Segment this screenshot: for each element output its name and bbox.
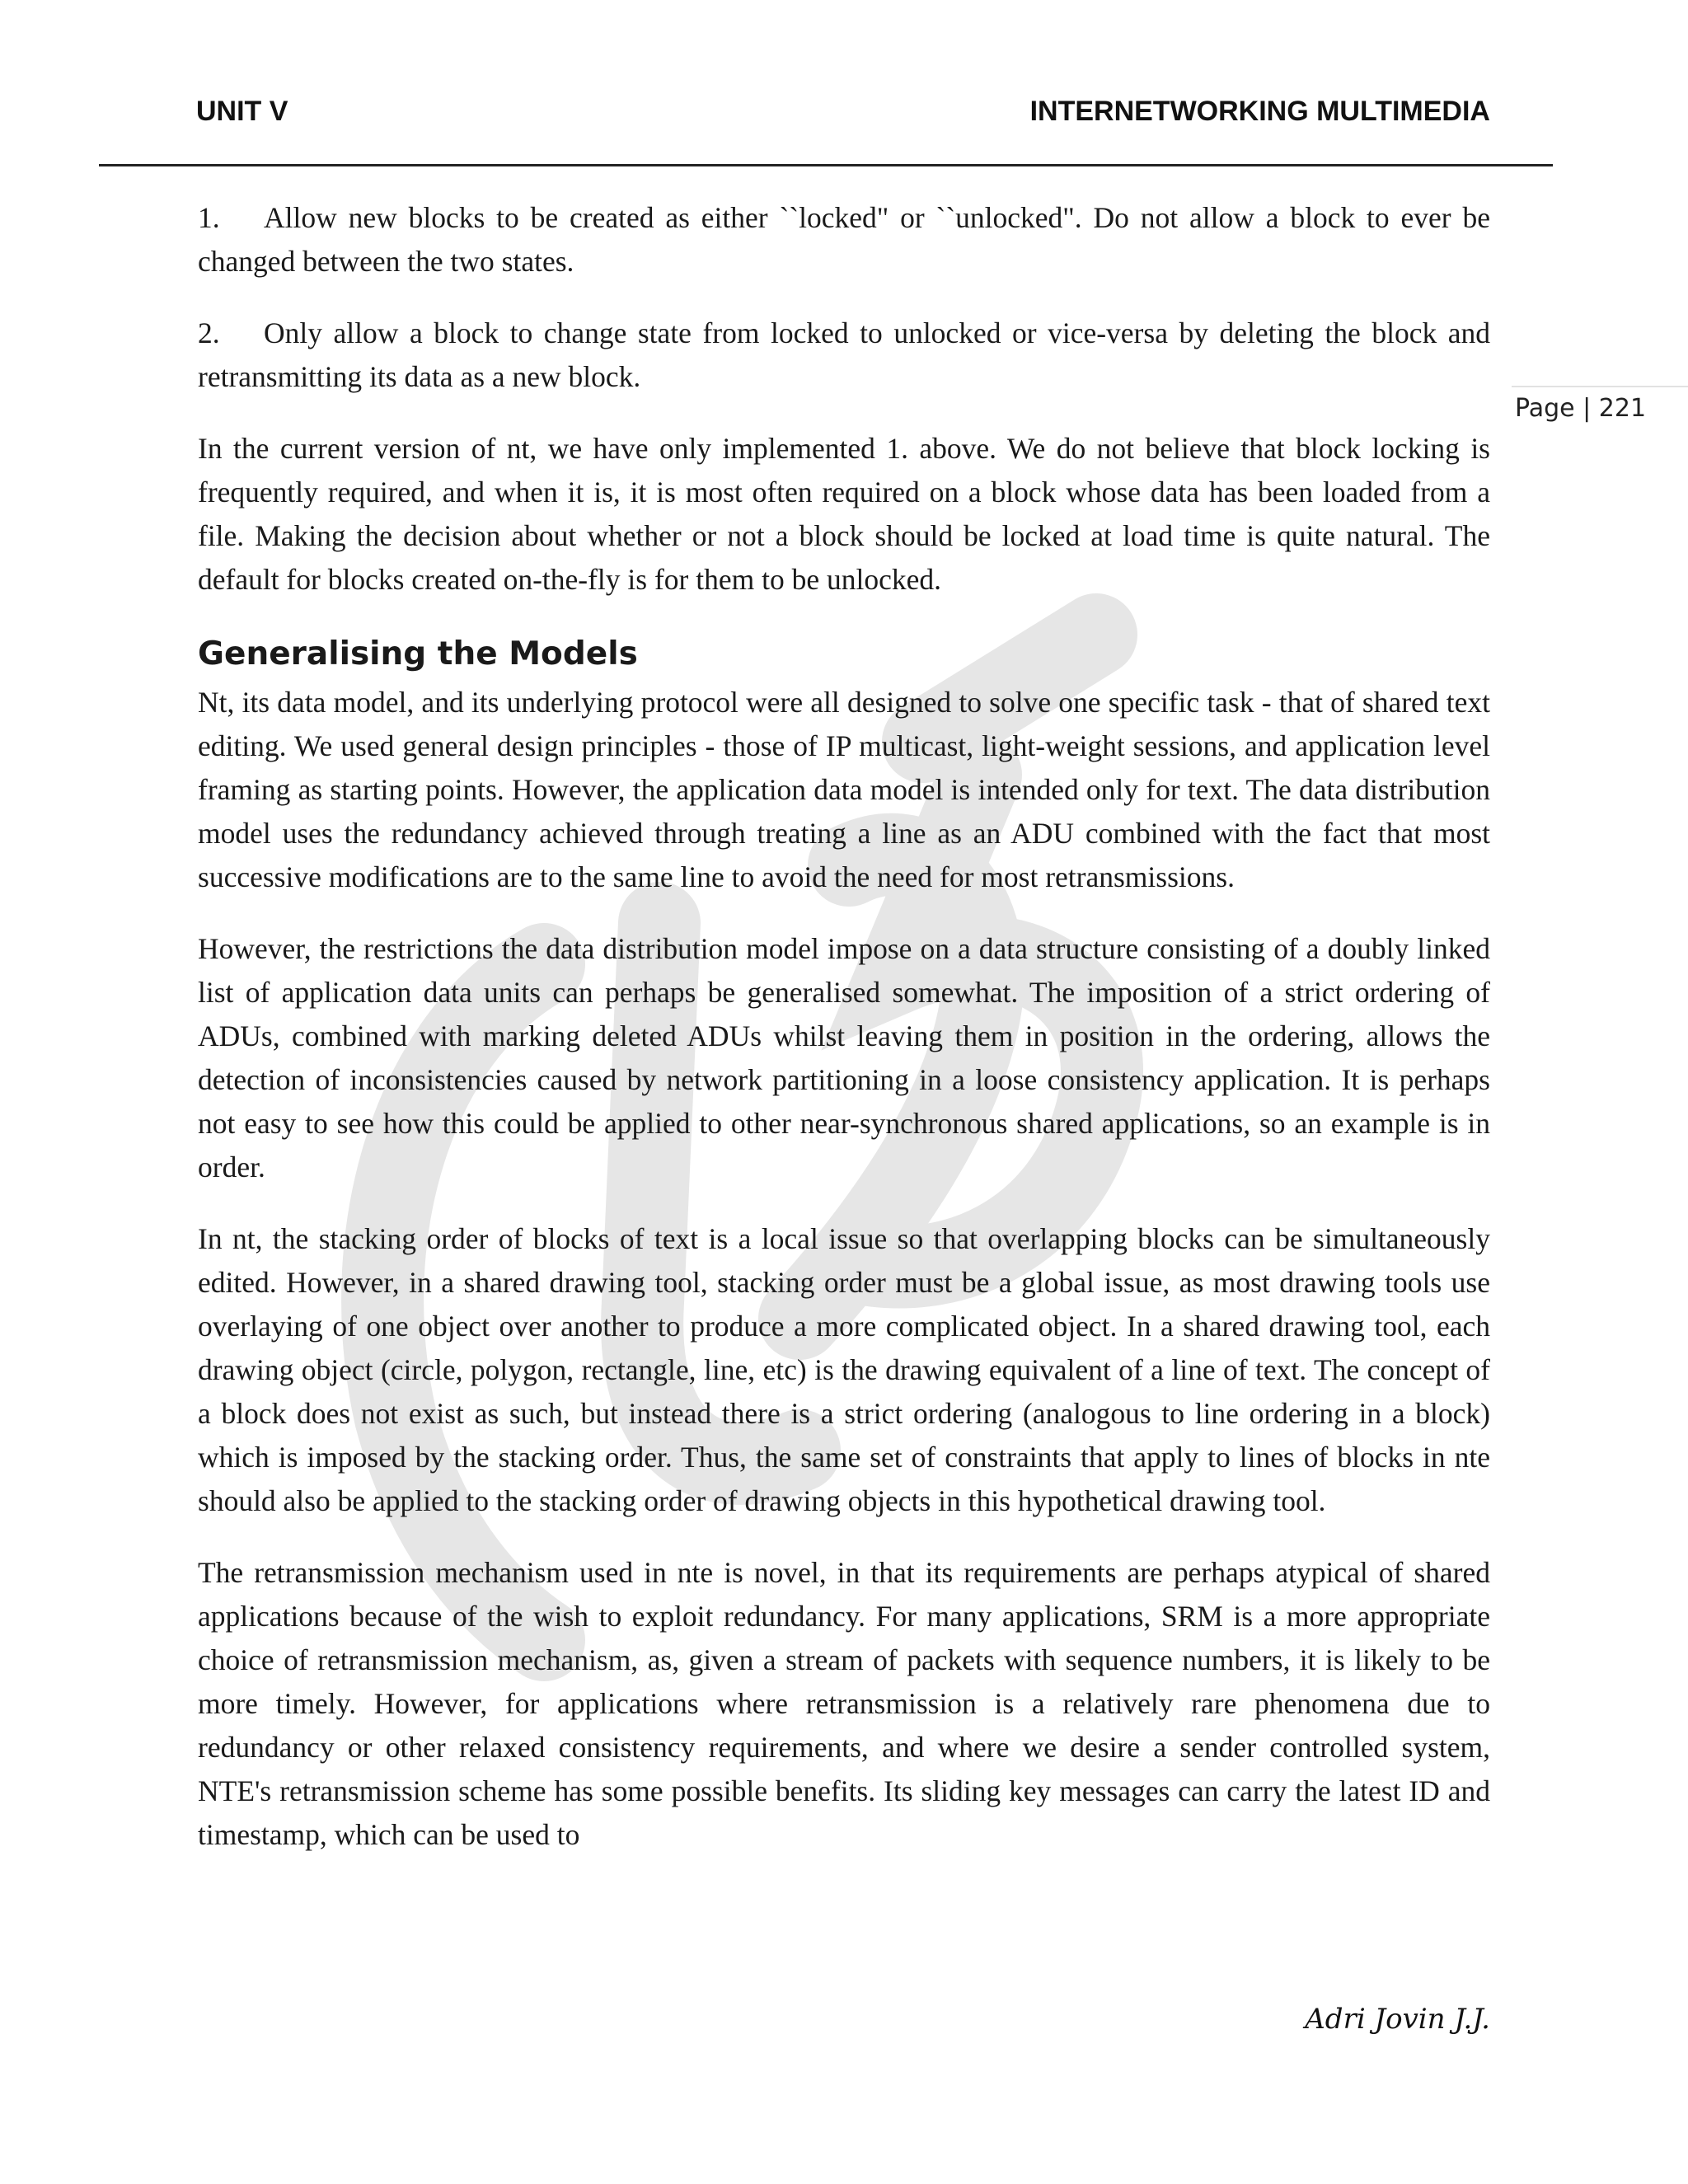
- list-item-text: Only allow a block to change state from locked to unlocked or vice-versa by deleting the block and retransmitting its data as a new block.: [198, 316, 1490, 393]
- section-heading: Generalising the Models: [198, 635, 638, 673]
- page-number: Page | 221: [1515, 394, 1647, 423]
- paragraph: The retransmission mechanism used in nte is novel, in that its requirements are perhaps atypical of shared applications because of the wish to exploit redundancy. For many applications, SRM is a more appropriate choice of retransmission mechanism, as, given a stream of packets with sequence numbers, it is likely to be more timely. However, for applications where retransmission is a relatively rare phenomena due to redundancy or other relaxed consistency requirements, and where we desire a sender controlled system, NTE's retransmission scheme has some possible benefits. Its sliding key messages can carry the latest ID and timestamp, which can be used to: [198, 1556, 1490, 1851]
- paragraph: In nt, the stacking order of blocks of text is a local issue so that overlapping blocks can be simultaneously edited. However, in a shared drawing tool, stacking order must be a global issue, as most drawing tools use overlaying of one object over another to produce a more complicated object. In a shared drawing tool, each drawing object (circle, polygon, rectangle, line, etc) is the drawing equivalent of a line of text. The concept of a block does not exist as such, but instead there is a strict ordering (analogous to line ordering in a block) which is imposed by the stacking order. Thus, the same set of constraints that apply to lines of blocks in nte should also be applied to the stacking order of drawing objects in this hypothetical drawing tool.: [198, 1222, 1490, 1517]
- list-item-text: Allow new blocks to be created as either ``locked" or ``unlocked". Do not allow a block to ever be changed between the two states.: [198, 201, 1490, 278]
- paragraph-current-version: In the current version of nt, we have only implemented 1. above. We do not believe that block locking is frequently required, and when it is, it is most often required on a block whose data has been loaded from a file. Making the decision about whether or not a block should be locked at load time is quite natural. The default for blocks created on-the-fly is for them to be unlocked.: [198, 432, 1490, 596]
- course-title: INTERNETWORKING MULTIMEDIA: [1029, 96, 1490, 127]
- page-number-divider: [1512, 386, 1688, 387]
- paragraph: However, the restrictions the data distribution model impose on a data structure consisting of a doubly linked list of application data units can perhaps be generalised somewhat. The imposition of a strict ordering of ADUs, combined with marking deleted ADUs whilst leaving them in position in the ordering, allows the detection of inconsistencies caused by network partitioning in a loose consistency application. It is perhaps not easy to see how this could be applied to other near-synchronous shared applications, so an example is in order.: [198, 932, 1490, 1183]
- page-header: [196, 96, 1490, 137]
- author-signature: Adri Jovin J.J.: [1305, 2003, 1490, 2036]
- unit-label: UNIT V: [196, 96, 288, 127]
- header-divider: [99, 164, 1553, 166]
- page-body: [198, 196, 1490, 1885]
- list-item-number: 1.: [198, 201, 220, 234]
- list-item-2: [198, 312, 1490, 399]
- list-item-number: 2.: [198, 316, 220, 349]
- paragraph: Nt, its data model, and its underlying protocol were all designed to solve one specific task - that of shared text editing. We used general design principles - those of IP multicast, light-weight sessions, and application level framing as starting points. However, the application data model is intended only for text. The data distribution model uses the redundancy achieved through treating a line as an ADU combined with the fact that most successive modifications are to the same line to avoid the need for most retransmissions.: [198, 686, 1490, 893]
- list-item-1: [198, 196, 1490, 284]
